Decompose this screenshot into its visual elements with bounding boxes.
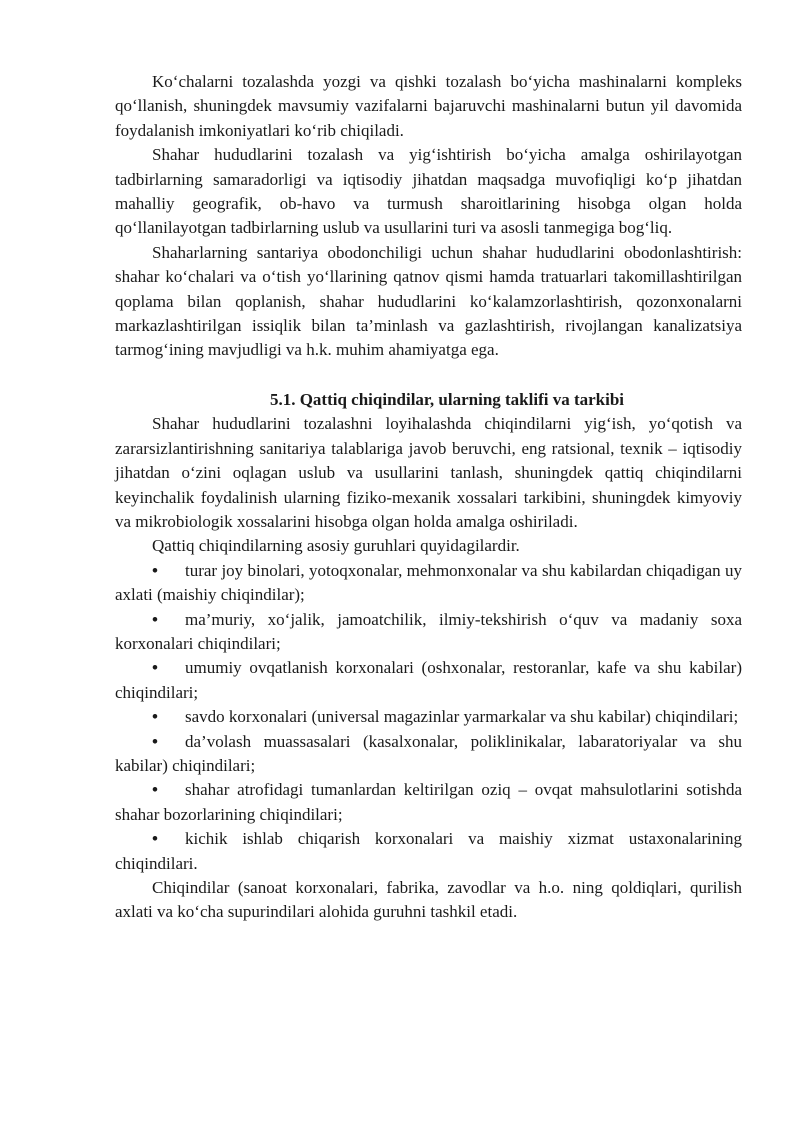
list-item-text: da’volash muassasalari (kasalxonalar, poliklinikalar, labaratoriyalar va shu kabilar) chiqindilari; [115, 731, 742, 775]
paragraph-closing: Chiqindilar (sanoat korxonalari, fabrika, zavodlar va h.o. ning qoldiqlari, qurilish axlati va ko‘cha supurindilari alohida guruhni tashkil etadi. [115, 878, 742, 922]
paragraph-city-improvement: Shaharlarning santariya obodonchiligi uchun shahar hududlarini obodonlashtirish: shahar ko‘chalari va o‘tish yo‘llarining qatnov qismi hamda tratuarlari takomillashtirilgan qoplama bilan qoplanish, shahar hududlarini ko‘kalamzorlashtirish, qozonxonalarni markazlashtirilgan issiqlik bilan ta’minlash va gazlashtirish, rivojlangan kanalizatsiya tarmog‘ining mavjudligi va h.k. muhim ahamiyatga ega. [115, 242, 742, 360]
bullet-icon: • [152, 560, 158, 580]
list-item-text: savdo korxonalari (universal magazinlar yarmarkalar va shu kabilar) chiqindilari; [185, 707, 739, 727]
bullet-icon: • [152, 829, 158, 849]
list-item [115, 827, 742, 876]
bullet-icon: • [152, 707, 158, 727]
list-item [115, 656, 742, 705]
list-item [115, 730, 742, 779]
list-item-text: turar joy binolari, yotoqxonalar, mehmonxonalar va shu kabilardan chiqadigan uy axlati (maishiy chiqindilar); [115, 560, 742, 605]
document-body [115, 70, 742, 925]
list-item [115, 778, 742, 827]
list-item [115, 608, 742, 657]
list-item-text: ma’muriy, xo‘jalik, jamoatchilik, ilmiy-tekshirish o‘quv va madaniy soxa korxonalari chiqindilari; [115, 609, 742, 653]
list-item-text: shahar atrofidagi tumanlardan keltirilgan oziq – ovqat mahsulotlarini sotishda shahar bozorlarining chiqindilari; [115, 780, 742, 824]
section-heading: 5.1. Qattiq chiqindilar, ularning taklifi va tarkibi [269, 389, 625, 409]
list-item [115, 559, 742, 608]
paragraph-section-intro: Shahar hududlarini tozalashni loyihalashda chiqindilarni yig‘ish, yo‘qotish va zararsizlantirishning sanitariya talablariga javob beruvchi, eng ratsional, texnik – iqtisodiy jihatdan o‘zini oqlagan uslub va usullarini tanlash, shuningdek qattiq chiqindilarni keyinchalik foydalinish ularning fiziko-mexanik xossalari tarkibini, shuningdek kimyoviy va mikrobiologik xossalarini hisobga olgan holda amalga oshiriladi. [115, 414, 742, 531]
bullet-icon: • [152, 609, 158, 629]
list-item [115, 705, 742, 729]
list-item-text: kichik ishlab chiqarish korxonalari va maishiy xizmat ustaxonalarining chiqindilari. [115, 829, 742, 873]
bullet-icon: • [152, 658, 158, 678]
paragraph-cleaning-efficiency: Shahar hududlarini tozalash va yig‘ishtirish bo‘yicha amalga oshirilayotgan tadbirlarning samaradorligi va iqtisodiy jihatdan maqsadga muvofiqligi ko‘p jihatdan mahalliy geografik, ob-havo va turmush sharoitlarining hisobga olgan holda qo‘llanilayotgan tadbirlarning uslub va usullarini turi va asosli tanmegiga bog‘liq. [115, 145, 742, 238]
paragraph-street-cleaning: Ko‘chalarni tozalashda yozgi va qishki tozalash bo‘yicha mashinalarni kompleks qo‘llanish, shuningdek mavsumiy vazifalarni bajaruvchi mashinalarni butun yil davomida foydalanish imkoniyatlari ko‘rib chiqiladi. [115, 72, 742, 140]
waste-groups-list [115, 559, 742, 876]
bullet-icon: • [152, 780, 158, 800]
bullet-icon: • [152, 731, 158, 751]
paragraph-groups-intro: Qattiq chiqindilarning asosiy guruhlari quyidagilardir. [152, 536, 520, 556]
list-item-text: umumiy ovqatlanish korxonalari (oshxonalar, restoranlar, kafe va shu kabilar) chiqindilari; [115, 658, 742, 702]
